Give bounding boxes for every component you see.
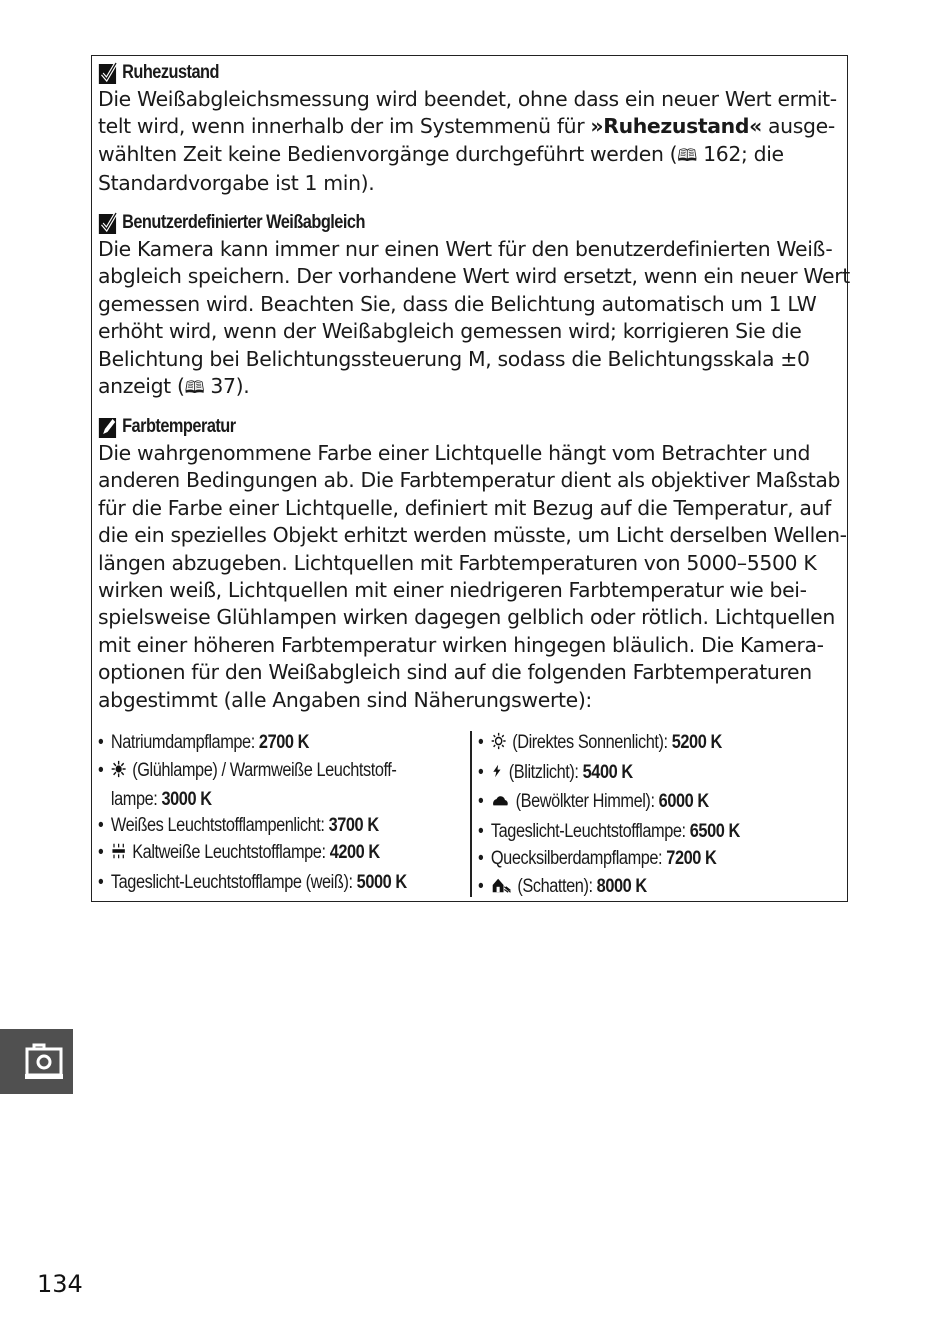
paragraph-line (98, 113, 841, 140)
paragraph-line (98, 632, 841, 659)
paragraph-line (98, 141, 841, 170)
paragraph-line (98, 550, 841, 577)
list-item (98, 812, 408, 840)
text-run: wirken weiß, Lichtquellen mit einer niedrigeren Farbtemperatur wie bei- (98, 578, 807, 603)
text-run: anderen Bedingungen ab. Die Farbtemperatur dient als objektiver Maßstab (98, 468, 841, 493)
color-temperature-value: 5000 K (356, 871, 407, 893)
color-temperature-value: 2700 K (258, 732, 310, 753)
text-run: für die Farbe einer Lichtquelle, definiert mit Bezug auf die Temperatur, auf (98, 495, 831, 520)
paragraph-line (98, 440, 841, 467)
color-temperature-value: 6000 K (658, 791, 709, 812)
note-heading-text: Benutzerdefinierter Weißabgleich (122, 212, 365, 233)
note-sleep-mode (98, 60, 841, 198)
text-run: abgleich speichern. Der vorhandene Wert wird ersetzt, wenn ein neuer Wert (98, 264, 850, 289)
color-temperature-value: 7200 K (666, 848, 717, 869)
sun-icon (491, 731, 506, 759)
text-run: anzeigt ( (98, 374, 185, 399)
list-item-label: Tageslicht-Leuchtstofflampe (weiß): (110, 871, 357, 893)
text-run: mit einer höheren Farbtemperatur wirken hingegen bläulich. Die Kamera- (98, 632, 824, 657)
text-run: Die wahrgenommene Farbe einer Lichtquelle hängt vom Betrachter und (98, 441, 811, 465)
checkmark-icon (98, 61, 119, 85)
note-heading-text: Ruhezustand (122, 62, 219, 83)
paragraph-line (98, 495, 841, 522)
paragraph-line (98, 604, 841, 631)
text-run: die ein spezielles Objekt erhitzt werden müsste, um Licht derselben Wellen- (98, 523, 847, 548)
paragraph-line (98, 318, 841, 345)
list-item (98, 839, 408, 869)
text-run: Standardvorgabe ist 1 min). (98, 171, 375, 196)
color-temperature-value: 8000 K (596, 875, 647, 897)
side-tab (0, 1029, 73, 1094)
note-heading (98, 414, 737, 440)
note-heading-text: Farbtemperatur (122, 416, 236, 437)
paragraph-line (98, 236, 841, 263)
paragraph-line (98, 577, 841, 604)
list-item (478, 729, 796, 759)
list-item-label: (Blitzlicht): (504, 761, 583, 783)
text-run: Belichtung bei Belichtungssteuerung M, sodass die Belichtungsskala ±0 (98, 346, 810, 371)
list-item-label: Kaltweiße Leuchtstofflampe: (128, 842, 330, 863)
pencil-note-icon (98, 415, 119, 439)
page-reference-icon: 🕮 (677, 145, 697, 166)
fluorescent-icon (111, 841, 126, 869)
list-item (478, 818, 796, 846)
cloud-icon (491, 790, 510, 818)
text-run: längen abzugeben. Lichtquellen mit Farbtemperaturen von 5000–5500 K (98, 550, 817, 575)
list-item-label: Natriumdampflampe: (110, 732, 259, 753)
paragraph-line (98, 659, 841, 686)
text-run: telt wird, wenn innerhalb der im Systemmenü für (98, 114, 591, 139)
text-run: ausge- (761, 114, 835, 139)
text-run: spielsweise Glühlampen wirken dagegen gelblich oder rötlich. Lichtquellen (98, 605, 835, 630)
list-item (98, 869, 408, 897)
paragraph-line (98, 170, 841, 197)
note-custom-white-balance (98, 210, 850, 402)
list-item-label: (Schatten): (513, 875, 597, 897)
paragraph-line (98, 86, 841, 113)
color-temperature-value: 5200 K (671, 732, 722, 753)
page-number: 134 (37, 1270, 83, 1298)
color-temperature-lists (98, 729, 842, 899)
text-run: optionen für den Weißabgleich sind auf die folgenden Farbtemperaturen (98, 660, 812, 685)
color-temperature-list-right (478, 729, 848, 902)
color-temperature-list-left (98, 729, 458, 896)
text-run: Die Kamera kann immer nur einen Wert für den benutzerdefinierten Weiß- (98, 237, 833, 261)
note-heading (98, 210, 737, 236)
list-item (98, 729, 408, 757)
list-item-label: Quecksilberdampflampe: (490, 848, 667, 869)
note-heading (98, 60, 737, 86)
paragraph-line (98, 291, 841, 318)
list-item (478, 788, 796, 818)
text-run: gemessen wird. Beachten Sie, dass die Belichtung automatisch um 1 LW (98, 291, 817, 316)
list-item (478, 759, 796, 789)
list-item-label: (Glühlampe) / Warmweiße Leuchtstoff- (128, 759, 397, 781)
shooting-menu-icon (0, 1029, 73, 1094)
text-run: wählten Zeit keine Bedienvorgänge durchgeführt werden ( (98, 141, 678, 166)
incandescent-icon (111, 759, 126, 787)
list-item (478, 845, 796, 873)
text-run: 37). (204, 374, 250, 399)
paragraph-line (98, 687, 841, 714)
text-run: Die Weißabgleichsmessung wird beendet, ohne dass ein neuer Wert ermit- (98, 87, 837, 111)
text-run: abgestimmt (alle Angaben sind Näherungswerte): (98, 687, 592, 712)
checkmark-icon (98, 211, 119, 235)
color-temperature-value: 3000 K (161, 789, 212, 810)
list-item-label-continued: lampe: (110, 789, 162, 810)
list-divider (470, 731, 472, 897)
list-item-label: (Direktes Sonnenlicht): (508, 732, 672, 753)
flash-icon (491, 761, 503, 789)
note-box (91, 55, 848, 902)
bold-term: »Ruhezustand« (590, 114, 762, 139)
list-item (98, 757, 408, 812)
color-temperature-value: 5400 K (582, 761, 633, 783)
paragraph-line (98, 346, 841, 373)
list-item (478, 873, 796, 903)
paragraph-line (98, 522, 847, 549)
paragraph-line (98, 467, 841, 494)
color-temperature-value: 6500 K (689, 820, 740, 842)
paragraph-line (98, 263, 850, 290)
text-run: erhöht wird, wenn der Weißabgleich gemessen wird; korrigieren Sie die (98, 319, 802, 344)
color-temperature-value: 3700 K (328, 814, 379, 836)
list-item-label: (Bewölkter Himmel): (511, 791, 659, 812)
list-item-label: Weißes Leuchtstofflampenlicht: (110, 814, 329, 836)
color-temperature-value: 4200 K (329, 842, 380, 863)
list-item-label: Tageslicht-Leuchtstofflampe: (490, 820, 690, 842)
page-reference-icon: 🕮 (184, 378, 205, 399)
paragraph-line (98, 373, 841, 402)
shade-icon (491, 875, 512, 903)
text-run: 162; die (696, 141, 784, 166)
note-color-temperature (98, 414, 847, 714)
